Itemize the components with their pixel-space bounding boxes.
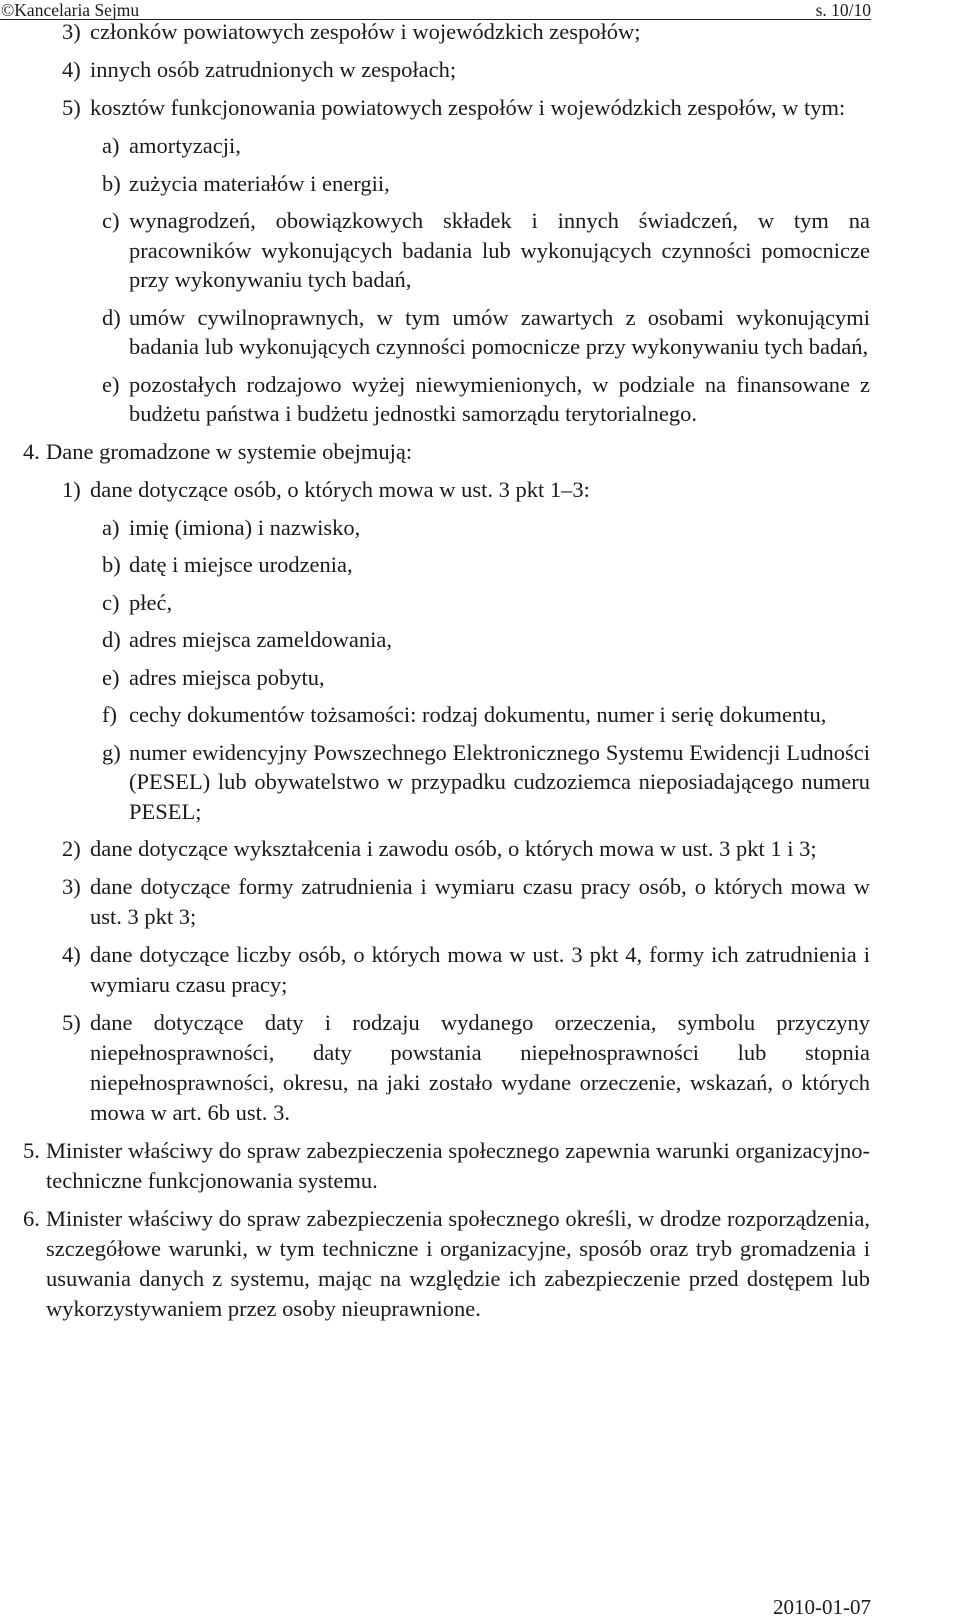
sub-list-item xyxy=(0,550,870,580)
item-text: wynagrodzeń, obowiązkowych składek i innych świadczeń, w tym na pracowników wykonujących badania lub wykonujących czynności pomocnicze przy wykonywaniu tych badań, xyxy=(129,208,870,292)
sub-list-item xyxy=(0,700,870,730)
item-number: c) xyxy=(102,589,120,615)
document-body xyxy=(0,17,960,1332)
item-number: e) xyxy=(102,664,120,690)
page-number: s. 10/10 xyxy=(815,0,871,20)
list-item xyxy=(0,1008,870,1128)
item-text: numer ewidencyjny Powszechnego Elektronicznego Systemu Ewidencji Ludności (PESEL) lub obywatelstwo w przypadku cudzoziemca nieposiadającego numeru PESEL; xyxy=(129,739,870,824)
item-number: a) xyxy=(102,514,120,540)
item-text: kosztów funkcjonowania powiatowych zespołów i wojewódzkich zespołów, w tym: xyxy=(90,95,846,120)
item-text: dane dotyczące liczby osób, o których mowa w ust. 3 pkt 4, formy ich zatrudnienia i wymiaru czasu pracy; xyxy=(90,942,870,997)
sub-list-item xyxy=(0,131,870,161)
sub-list-item xyxy=(0,169,870,199)
section-paragraph xyxy=(0,437,870,467)
item-text: dane dotyczące osób, o których mowa w ust. 3 pkt 1–3: xyxy=(90,476,590,502)
sub-list-item xyxy=(0,513,870,543)
item-text: dane dotyczące formy zatrudnienia i wymiaru czasu pracy osób, o których mowa w ust. 3 pkt 3; xyxy=(90,874,870,929)
sub-list-item xyxy=(0,588,870,618)
item-number: d) xyxy=(102,627,121,652)
item-text: umów cywilnoprawnych, w tym umów zawartych z osobami wykonującymi badania lub wykonujących czynności pomocnicze przy wykonywaniu tych badań, xyxy=(129,304,870,359)
item-text: Minister właściwy do spraw zabezpieczenia społecznego zapewnia warunki organizacyjno-techniczne funkcjonowania systemu. xyxy=(46,1138,870,1193)
footer-date: 2010-01-07 xyxy=(773,1595,871,1619)
item-number: 3) xyxy=(62,19,81,44)
list-item xyxy=(0,834,870,864)
item-text: dane dotyczące wykształcenia i zawodu osób, o których mowa w ust. 3 pkt 1 i 3; xyxy=(90,836,817,861)
sub-list-item xyxy=(0,206,870,295)
item-number: 6. xyxy=(23,1206,40,1231)
item-text: członków powiatowych zespołów i wojewódzkich zespołów; xyxy=(90,19,641,44)
item-number: a) xyxy=(102,133,120,158)
item-text: dane dotyczące daty i rodzaju wydanego orzeczenia, symbolu przyczyny niepełnosprawności, daty powstania niepełnosprawności lub stopnia niepełnosprawności, okresu, na jaki zostało wydane orzeczenie, wskazań, o których mowa w art. 6b ust. 3. xyxy=(90,1010,870,1125)
item-text: Dane gromadzone w systemie obejmują: xyxy=(46,438,413,464)
item-text: zużycia materiałów i energii, xyxy=(129,170,390,196)
item-number: 3) xyxy=(62,874,81,899)
item-number: f) xyxy=(102,702,117,727)
item-number: 2) xyxy=(62,836,81,861)
sub-list-item xyxy=(0,303,870,362)
list-item xyxy=(0,93,870,123)
list-item xyxy=(0,55,870,85)
item-text: Minister właściwy do spraw zabezpieczenia społecznego określi, w drodze rozporządzenia, szczegółowe warunki, w tym techniczne i organizacyjne, sposób oraz tryb gromadzenia i usuwania danych z systemu, mając na względzie ich zabezpieczenie przed dostępem lub wykorzystywaniem przez osoby nieuprawnione. xyxy=(46,1206,870,1321)
item-text: adres miejsca zameldowania, xyxy=(129,627,393,652)
item-text: płeć, xyxy=(129,589,173,615)
item-number: b) xyxy=(102,552,121,577)
section-paragraph xyxy=(0,1204,870,1324)
item-number: e) xyxy=(102,371,120,397)
item-number: d) xyxy=(102,304,121,330)
list-item xyxy=(0,17,870,47)
list-item xyxy=(0,940,870,1000)
item-number: 4) xyxy=(62,942,81,967)
item-text: amortyzacji, xyxy=(129,133,241,158)
sub-list-item xyxy=(0,738,870,827)
item-number: 4. xyxy=(23,438,40,464)
item-text: cechy dokumentów tożsamości: rodzaj dokumentu, numer i serię dokumentu, xyxy=(129,702,827,727)
item-number: g) xyxy=(102,739,121,765)
item-number: 5) xyxy=(62,1010,81,1035)
item-number: 4) xyxy=(62,57,81,82)
item-text: datę i miejsce urodzenia, xyxy=(129,552,353,577)
item-number: 5. xyxy=(23,1138,40,1163)
item-number: b) xyxy=(102,170,121,196)
sub-list-item xyxy=(0,663,870,693)
item-number: c) xyxy=(102,208,120,233)
sub-list-item xyxy=(0,370,870,429)
item-number: 5) xyxy=(62,95,81,120)
section-paragraph xyxy=(0,1136,870,1196)
list-item xyxy=(0,872,870,932)
item-text: pozostałych rodzajowo wyżej niewymienionych, w podziale na finansowane z budżetu państwa i budżetu jednostki samorządu terytorialnego. xyxy=(129,371,870,426)
list-item xyxy=(0,475,870,505)
item-number: 1) xyxy=(62,476,81,502)
item-text: imię (imiona) i nazwisko, xyxy=(129,514,361,540)
copyright-notice: ©Kancelaria Sejmu xyxy=(1,0,140,20)
item-text: adres miejsca pobytu, xyxy=(129,664,325,690)
sub-list-item xyxy=(0,625,870,655)
item-text: innych osób zatrudnionych w zespołach; xyxy=(90,57,457,82)
